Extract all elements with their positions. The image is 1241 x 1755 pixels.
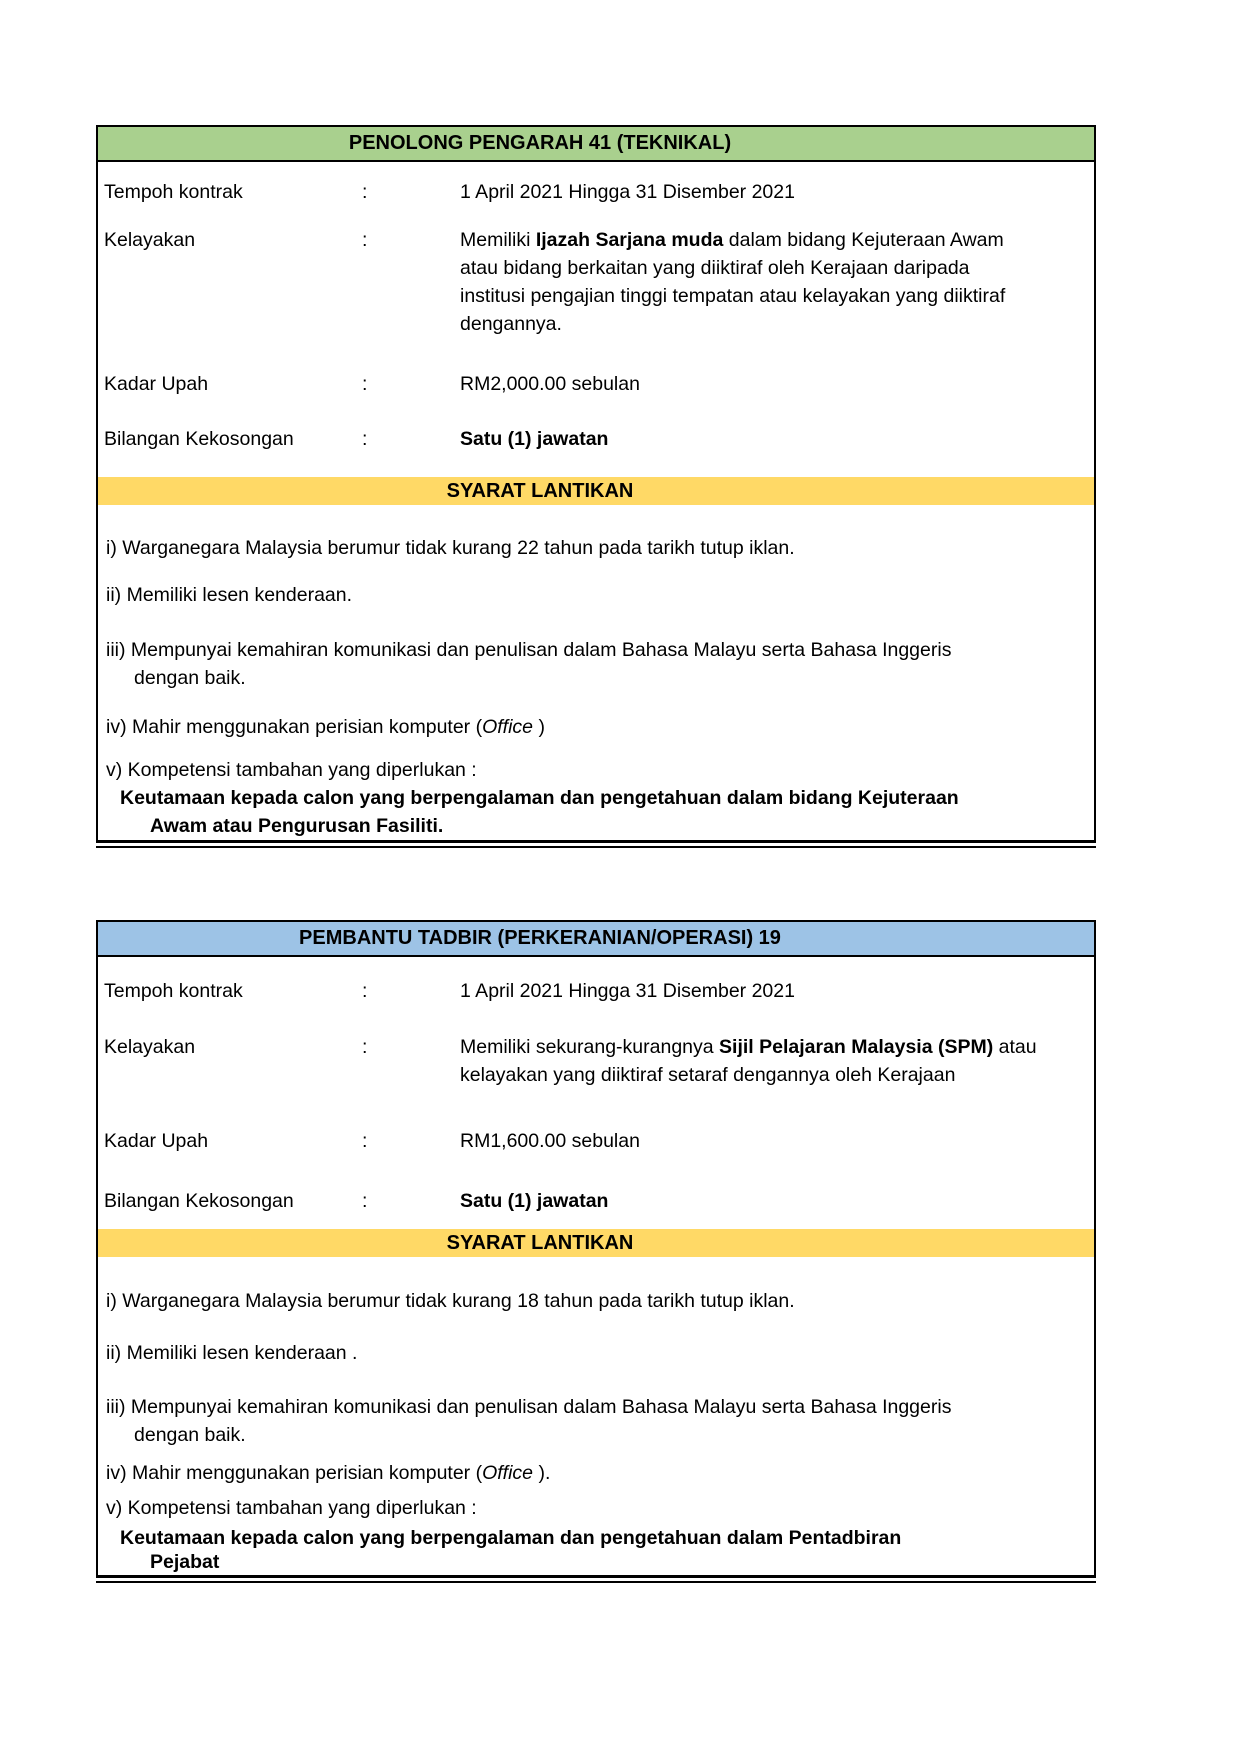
field-label: Kelayakan — [104, 229, 196, 251]
requirement-item-5: v) Kompetensi tambahan yang diperlukan : — [106, 1497, 477, 1519]
job-section-penolong-pengarah — [96, 125, 1096, 843]
requirement-item-4: iv) Mahir menggunakan perisian komputer (Office ). — [106, 1462, 551, 1484]
requirement-item-2: ii) Memiliki lesen kenderaan. — [106, 584, 353, 606]
field-colon: : — [362, 428, 368, 450]
syarat-lantikan-header: SYARAT LANTIKAN — [98, 477, 1094, 505]
field-row-kadar-upah — [98, 370, 1094, 398]
field-colon: : — [362, 1036, 368, 1058]
requirement-item-4: iv) Mahir menggunakan perisian komputer (Office ) — [106, 716, 545, 738]
field-value: 1 April 2021 Hingga 31 Disember 2021 — [460, 980, 795, 1002]
field-row-tempoh-kontrak — [98, 178, 1094, 206]
job-title-header: PENOLONG PENGARAH 41 (TEKNIKAL) — [98, 127, 1094, 162]
job-title-header: PEMBANTU TADBIR (PERKERANIAN/OPERASI) 19 — [98, 922, 1094, 957]
field-colon: : — [362, 229, 368, 251]
field-colon: : — [362, 980, 368, 1002]
field-value: RM2,000.00 sebulan — [460, 373, 640, 395]
field-row-bilangan-kekosongan — [98, 425, 1094, 453]
requirement-item-1: i) Warganegara Malaysia berumur tidak kurang 22 tahun pada tarikh tutup iklan. — [106, 537, 795, 559]
syarat-lantikan-header: SYARAT LANTIKAN — [98, 1229, 1094, 1257]
field-row-kadar-upah — [98, 1127, 1094, 1155]
field-label: Tempoh kontrak — [104, 980, 243, 1002]
requirement-item-3: iii) Mempunyai kemahiran komunikasi dan penulisan dalam Bahasa Malayu serta Bahasa Inggeris dengan baik. — [106, 639, 952, 689]
preference-note: Keutamaan kepada calon yang berpengalaman dan pengetahuan dalam bidang Kejuteraan Awam atau Pengurusan Fasiliti. — [120, 787, 959, 837]
field-value: Memiliki sekurang-kurangnya Sijil Pelajaran Malaysia (SPM) atau kelayakan yang diiktiraf setaraf dengannya oleh Kerajaan — [460, 1036, 1037, 1086]
field-value: 1 April 2021 Hingga 31 Disember 2021 — [460, 181, 795, 203]
field-value: RM1,600.00 sebulan — [460, 1130, 640, 1152]
requirement-item-1: i) Warganegara Malaysia berumur tidak kurang 18 tahun pada tarikh tutup iklan. — [106, 1290, 795, 1312]
field-colon: : — [362, 1130, 368, 1152]
field-label: Kadar Upah — [104, 1130, 209, 1152]
field-label: Bilangan Kekosongan — [104, 1190, 294, 1212]
requirement-item-3: iii) Mempunyai kemahiran komunikasi dan penulisan dalam Bahasa Malayu serta Bahasa Inggeris dengan baik. — [106, 1396, 952, 1446]
field-colon: : — [362, 373, 368, 395]
field-colon: : — [362, 1190, 368, 1212]
field-label: Tempoh kontrak — [104, 181, 243, 203]
field-value: Satu (1) jawatan — [460, 428, 609, 450]
field-label: Kelayakan — [104, 1036, 196, 1058]
field-value: Memiliki Ijazah Sarjana muda dalam bidang Kejuteraan Awam atau bidang berkaitan yang diiktiraf oleh Kerajaan daripada institusi pengajian tinggi tempatan atau kelayakan yang diiktiraf dengannya. — [460, 229, 1006, 335]
field-label: Bilangan Kekosongan — [104, 428, 294, 450]
field-row-kelayakan — [98, 226, 1094, 338]
requirement-item-5: v) Kompetensi tambahan yang diperlukan : — [106, 759, 477, 781]
field-row-tempoh-kontrak — [98, 977, 1094, 1005]
preference-note: Keutamaan kepada calon yang berpengalaman dan pengetahuan dalam Pentadbiran Pejabat — [120, 1527, 902, 1573]
field-value: Satu (1) jawatan — [460, 1190, 609, 1212]
field-label: Kadar Upah — [104, 373, 209, 395]
field-row-bilangan-kekosongan — [98, 1187, 1094, 1215]
field-row-kelayakan — [98, 1033, 1094, 1089]
requirement-item-2: ii) Memiliki lesen kenderaan . — [106, 1342, 358, 1364]
job-section-pembantu-tadbir — [96, 920, 1096, 1578]
field-colon: : — [362, 181, 368, 203]
